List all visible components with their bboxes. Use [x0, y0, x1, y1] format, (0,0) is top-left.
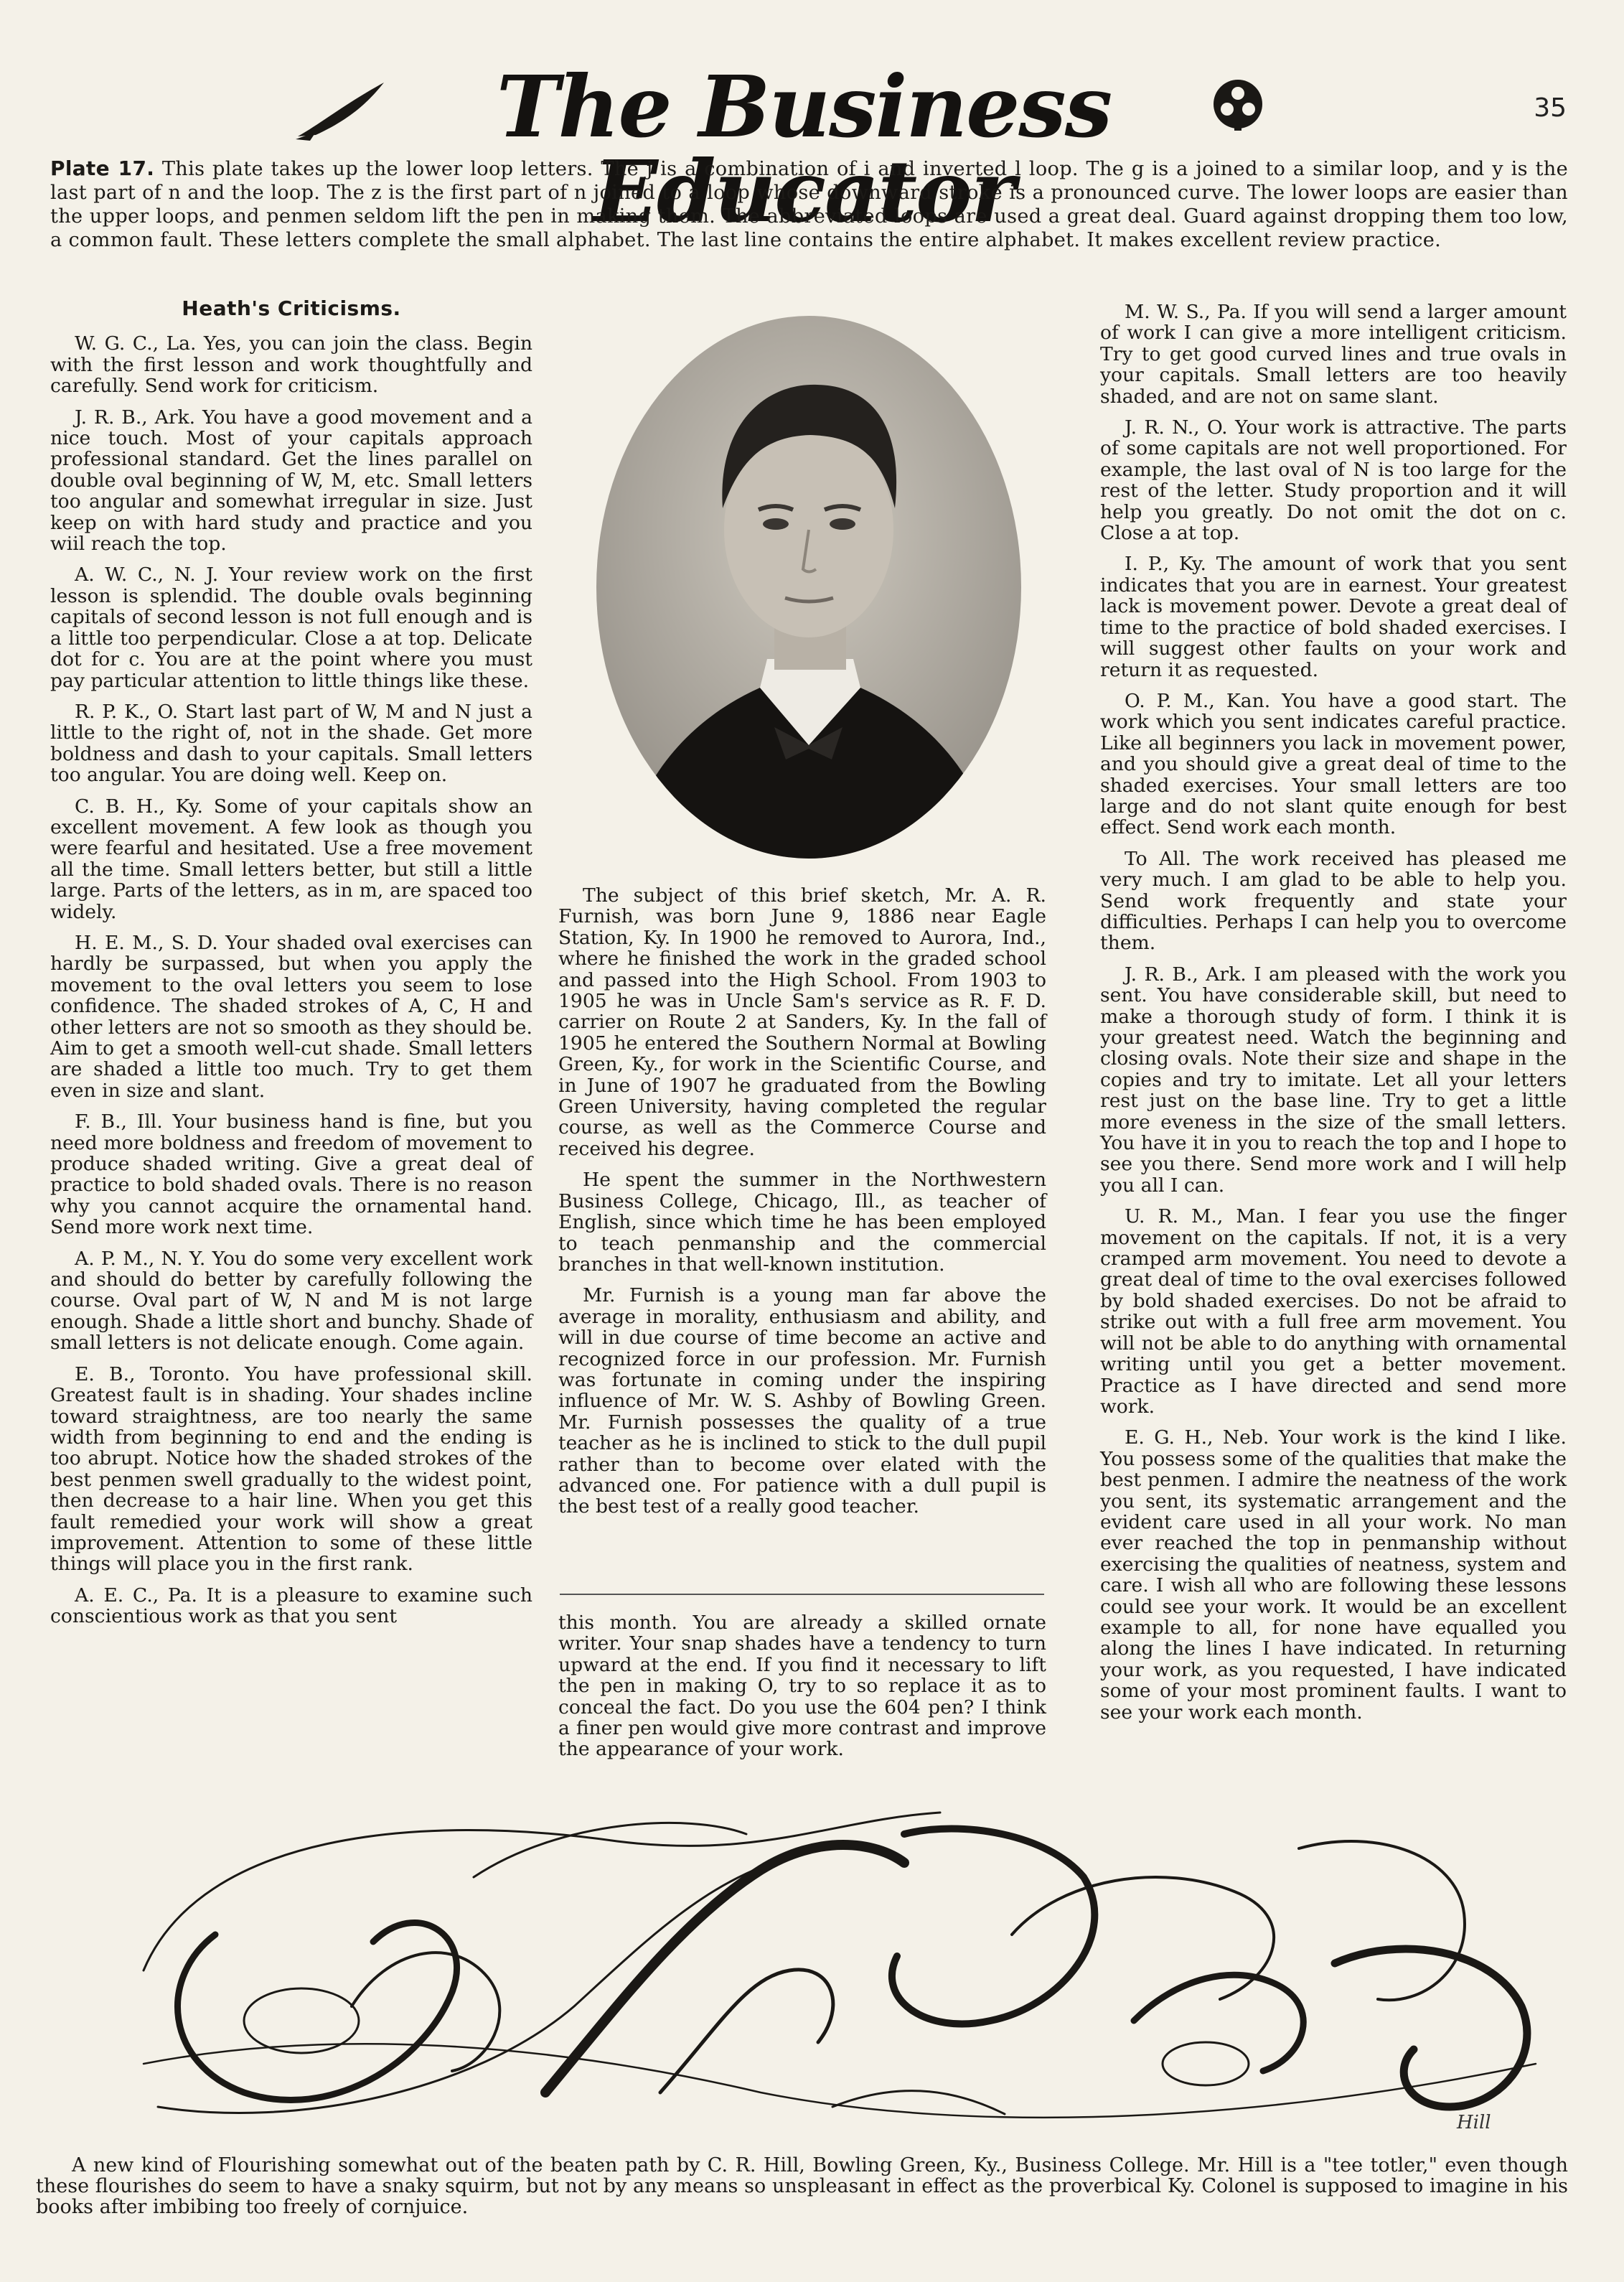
- magazine-title: The Business Educator: [496, 57, 1112, 241]
- biography-paragraph: The subject of this brief sketch, Mr. A. R. Furnish, was born June 9, 1886 near Eagle Station, Ky. In 1900 he removed to Aurora, Ind., where he finished the work in the graded school and passed into the High School. From 1903 to 1905 he was in Uncle Sam's service as R. F. D. carrier on Route 2 at Sanders, Ky. In the fall of 1905 he entered the Southern Normal at Bowling Green, Ky., for work in the Scientific Course, and in June of 1907 he graduated from the Bowling Green University, having completed the regular course, as well as the Commerce Course and received his degree.: [558, 884, 1046, 1160]
- column-divider: [560, 1594, 1044, 1595]
- page-number: 35: [1534, 93, 1567, 123]
- criticism-paragraph: E. B., Toronto. You have professional skill. Greatest fault is in shading. Your shades incline toward straightness, are too nearly the same width from beginning to end and the ending is too abrupt. Notice how the shaded strokes of the best penmen swell gradually to the widest point, then decrease to a hair line. When you get this fault remedied your work will show a great improvement. Attention to some of these little things will place you in the first rank.: [50, 1362, 532, 1576]
- criticism-paragraph: E. G. H., Neb. Your work is the kind I like. You possess some of the qualities that make the best penmen. I admire the neatness of the work you sent, its systematic arrangement and the evident care used in all your work. No man ever reached the top in penmanship without exercising the qualities of neatness, system and care. I wish all who are following these lessons could see your work. It would be an excellent example to all, for none have equalled you along the lines I have indicated. In returning your work, as you requested, I have indicated some of your most prominent faults. I want to see your work each month.: [1100, 1426, 1567, 1724]
- criticism-paragraph: C. B. H., Ky. Some of your capitals show an excellent movement. A few look as though you were fearful and hesitated. Use a free movement all the time. Small letters better, but still a little large. Parts of the letters, as in m, are spaced too widely.: [50, 795, 532, 923]
- criticism-paragraph: U. R. M., Man. I fear you use the finger movement on the capitals. If not, it is a very cramped arm movement. You need to devote a great deal of time to the oval exercises followed by bold shaded exercises. Do not be afraid to strike out with a full free arm movement. You will not be able to do anything with ornamental writing until you get a better movement. Practice as I have directed and send more work.: [1100, 1205, 1567, 1418]
- criticism-paragraph: A. P. M., N. Y. You do some very excellent work and should do better by carefully following the course. Oval part of W, N and M is not large enough. Shade a little short and bunchy. Shade of small letters is not delicate enough. Come again.: [50, 1247, 532, 1355]
- plate-label: Plate 17.: [50, 156, 155, 180]
- flourish-caption: A new kind of Flourishing somewhat out of the beaten path by C. R. Hill, Bowling Green, Ky., Business College. Mr. Hill is a "tee totler," even though these flourishes do seem to have a snaky squirm, but not by any means so unspleasant in effect as the proverbical Ky. Colonel is supposed to imagine in his books after imbibing too freely of cornjuice.: [36, 2154, 1568, 2218]
- criticism-paragraph: J. R. N., O. Your work is attractive. The parts of some capitals are not well proportioned. For example, the last oval of N is too large for the rest of the letter. Study proportion and it will help you greatly. Do not omit the dot on c. Close a at top.: [1100, 416, 1567, 545]
- flourish-artwork: [115, 1791, 1557, 2146]
- criticism-paragraph: J. R. B., Ark. I am pleased with the work you sent. You have considerable skill, but need to make a thorough study of form. I think it is your greatest need. Watch the beginning and closing ovals. Note their size and shape in the copies and try to imitate. Let all your letters rest just on the base line. Try to get a little more eveness in the size of the small letters. You have it in you to reach the top and I hope to see you there. Send more work and I will help you all I can.: [1100, 963, 1567, 1197]
- criticism-paragraph: I. P., Ky. The amount of work that you sent indicates that you are in earnest. Your greatest lack is movement power. Devote a great deal of time to the practice of bold shaded exercises. I will suggest other faults on your work and return it as requested.: [1100, 553, 1567, 681]
- criticisms-right-column: [1100, 301, 1567, 1733]
- plate-intro: [50, 156, 1568, 252]
- criticism-paragraph: H. E. M., S. D. Your shaded oval exercises can hardly be surpassed, but when you apply the movement to the oval letters you seem to lose confidence. The shaded strokes of A, C, H and other letters are not so smooth as they should be. Aim to get a smooth well-cut shade. Small letters are shaded a little too much. Try to get them even in size and slant.: [50, 931, 532, 1102]
- plate-text: This plate takes up the lower loop letters. The j is a combination of i and inverted l loop. The g is a joined to a similar loop, and y is the last part of n and the loop. The z is the first part of n joined to a loop whose downward stroke is a pronounced curve. The lower loops are easier than the upper loops, and penmen seldom lift the pen in making them. The abbreviated loops are used a great deal. Guard against dropping them too low, a common fault. These letters complete the small alphabet. The last line contains the entire alphabet. It makes excellent review practice.: [50, 158, 1568, 251]
- criticism-paragraph: M. W. S., Pa. If you will send a larger amount of work I can give a more intelligent criticism. Try to get good curved lines and true ovals in your capitals. Small letters are too heavily shaded, and are not on same slant.: [1100, 301, 1567, 408]
- criticism-paragraph: To All. The work received has pleased me very much. I am glad to be able to help you. Send work frequently and state your difficulties. Perhaps I can help you to overcome them.: [1100, 847, 1567, 955]
- criticisms-left-column: [50, 298, 532, 1637]
- biography-paragraph: Mr. Furnish is a young man far above the average in morality, enthusiasm and ability, and will in due course of time become an active and recognized force in our profession. Mr. Furnish was fortunate in coming under the inspiring influence of Mr. W. S. Ashby of Bowling Green. Mr. Furnish possesses the quality of a true teacher as he is inclined to stick to the dull pupil rather than to become over elated with the advanced one. For patience with a dull pupil is the best test of a really good teacher.: [558, 1284, 1046, 1518]
- emblem-icon: [1206, 72, 1270, 136]
- biography-column: [558, 885, 1046, 1528]
- artist-signature: Hill: [1457, 2112, 1491, 2133]
- criticisms-heading: Heath's Criticisms.: [182, 296, 401, 320]
- criticism-paragraph: this month. You are already a skilled ornate writer. Your snap shades have a tendency to turn upward at the end. If you find it necessary to lift the pen in making O, try to so replace it as to conceal the fact. Do you use the 604 pen? I think a finer pen would give more contrast and improve the appearance of your work.: [558, 1612, 1046, 1761]
- criticism-paragraph: O. P. M., Kan. You have a good start. The work which you sent indicates careful practice. Like all beginners you lack in movement power, and you should give a great deal of time to the shaded exercises. Your small letters are too large and do not slant quite enough for best effect. Send work each month.: [1100, 689, 1567, 839]
- criticism-paragraph: F. B., Ill. Your business hand is fine, but you need more boldness and freedom of movement to produce shaded writing. Give a great deal of practice to bold shaded ovals. There is no reason why you cannot acquire the ornamental hand. Send more work next time.: [50, 1110, 532, 1239]
- criticisms-continued: [558, 1612, 1046, 1770]
- portrait-photo: [595, 314, 1023, 860]
- criticism-paragraph: J. R. B., Ark. You have a good movement and a nice touch. Most of your capitals approach professional standard. Get the lines parallel on double oval beginning of W, M, etc. Small letters too angular and somewhat irregular in size. Just keep on with hard study and practice and you wiil reach the top.: [50, 406, 532, 556]
- quill-icon: [294, 79, 388, 144]
- criticism-paragraph: A. W. C., N. J. Your review work on the first lesson is splendid. The double ovals beginning capitals of second lesson is not full enough and is a little too perpendicular. Close a at top. Delicate dot for c. You are at the point where you must pay particular attention to little things like these.: [50, 564, 532, 692]
- criticism-paragraph: A. E. C., Pa. It is a pleasure to examine such conscientious work as that you sent: [50, 1584, 532, 1628]
- criticism-paragraph: W. G. C., La. Yes, you can join the class. Begin with the first lesson and work thoughtfully and carefully. Send work for criticism.: [50, 332, 532, 398]
- criticism-paragraph: R. P. K., O. Start last part of W, M and N just a little to the right of, not in the shade. Get more boldness and dash to your capitals. Small letters too angular. You are doing well. Keep on.: [50, 700, 532, 787]
- biography-paragraph: He spent the summer in the Northwestern Business College, Chicago, Ill., as teacher of English, since which time he has been employed to teach penmanship and the commercial branches in that well-known institution.: [558, 1169, 1046, 1276]
